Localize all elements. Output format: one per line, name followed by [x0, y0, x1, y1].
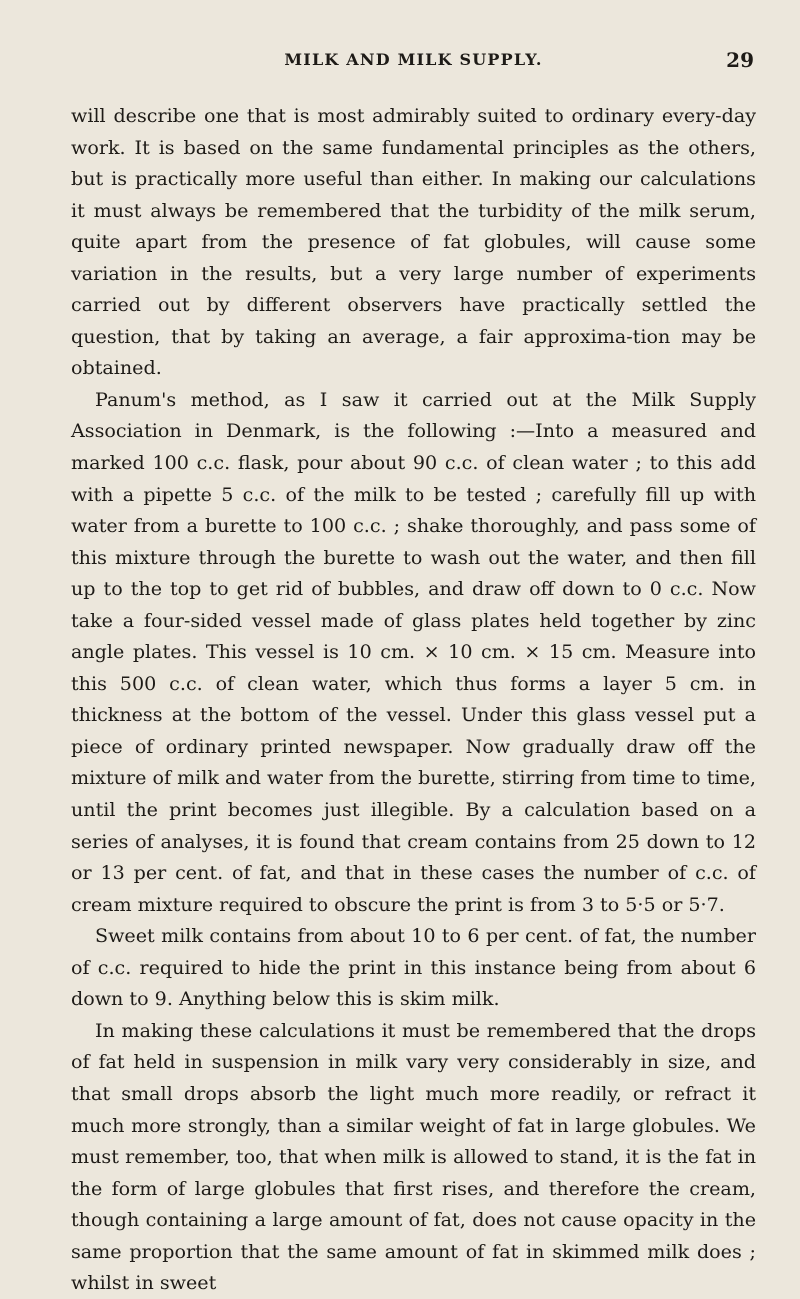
page-header [71, 50, 756, 76]
page-number: 29 [726, 48, 754, 72]
paragraph: In making these calculations it must be remembered that the drops of fat held in suspension in milk vary very considerably in size, and that small drops absorb the light much more readily, or refract it much more strongly, than a similar weight of fat in large globules. We must remember, too, that when milk is allowed to stand, it is the fat in the form of large globules that first rises, and therefore the cream, though containing a large amount of fat, does not cause opacity in the same proportion that the same amount of fat in skimmed milk does ; whilst in sweet [71, 1018, 756, 1295]
body-text [71, 100, 756, 1299]
paragraph: will describe one that is most admirably suited to ordinary every-day work. It is based on the same fundamental principles as the others, but is practically more useful than either. In making our calculations it must always be remembered that the turbidity of the milk serum, quite apart from the presence of fat globules, will cause some variation in the results, but a very large number of experiments carried out by different observers have practically settled the question, that by taking an average, a fair approxima-tion may be obtained. [71, 104, 756, 380]
running-title: MILK AND MILK SUPPLY. [284, 50, 543, 69]
paragraph: Panum's method, as I saw it carried out at the Milk Supply Association in Denmark, is the following :—Into a measured and marked 100 c.c. flask, pour about 90 c.c. of clean water ; to this add with a pipette 5 c.c. of the milk to be tested ; carefully fill up with water from a burette to 100 c.c. ; shake thoroughly, and pass some of this mixture through the burette to wash out the water, and then fill up to the top to get rid of bubbles, and draw off down to 0 c.c. Now take a four-sided vessel made of glass plates held together by zinc angle plates. This vessel is 10 cm. × 10 cm. × 15 cm. Measure into this 500 c.c. of clean water, which thus forms a layer 5 cm. in thickness at the bottom of the vessel. Under this glass vessel put a piece of ordinary printed newspaper. Now gradually draw off the mixture of milk and water from the burette, stirring from time to time, until the print becomes just illegible. By a calculation based on a series of analyses, it is found that cream contains from 25 down to 12 or 13 per cent. of fat, and that in these cases the number of c.c. of cream mixture required to obscure the print is from 3 to 5·5 or 5·7. [71, 387, 756, 916]
paragraph: Sweet milk contains from about 10 to 6 per cent. of fat, the number of c.c. required to hide the print in this instance being from about 6 down to 9. Anything below this is skim milk. [71, 924, 756, 1011]
